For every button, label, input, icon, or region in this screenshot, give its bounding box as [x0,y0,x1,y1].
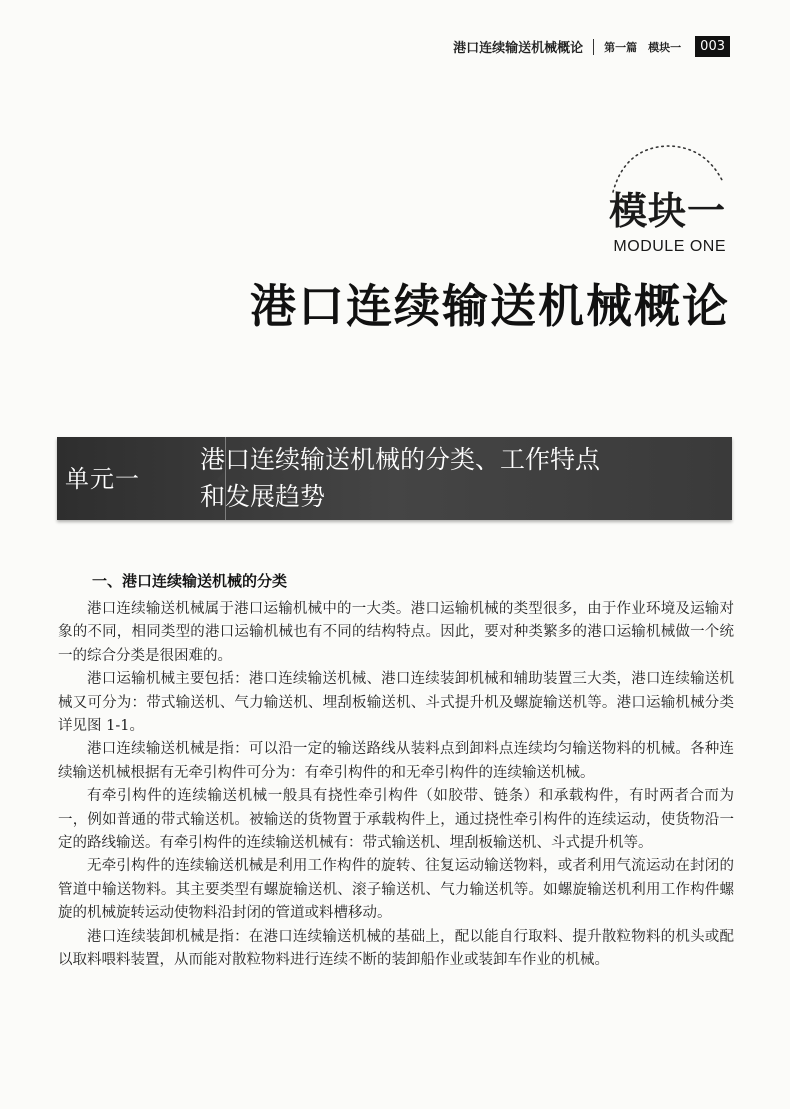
unit-title-line-1: 港口连续输送机械的分类、工作特点 [200,445,601,474]
paragraph: 有牵引构件的连续输送机械一般具有挠性牵引构件（如胶带、链条）和承载构件，有时两者合而为一，例如普通的带式输送机。被输送的货物置于承载构件上，通过挠性牵引构件的连续运动，使货物沿一定的路线输送。有牵引构件的连续输送机械有：带式输送机、埋刮板输送机、斗式提升机等。 [58,788,734,852]
paragraph: 港口运输机械主要包括：港口连续输送机械、港口连续装卸机械和辅助装置三大类，港口连续输送机械又可分为：带式输送机、气力输送机、埋刮板输送机、斗式提升机及螺旋输送机等。港口运输机械分类详见图 1-1。 [58,671,734,735]
paragraph: 港口连续输送机械属于港口运输机械中的一大类。港口运输机械的类型很多，由于作业环境及运输对象的不同，相同类型的港口运输机械也有不同的结构特点。因此，要对种类繁多的港口运输机械做一个统一的综合分类是很困难的。 [58,601,734,664]
unit-title [200,441,700,515]
page-number: 003 [695,36,730,57]
module-label [608,189,726,256]
unit-title-line-2: 和发展趋势 [200,482,326,511]
running-head-part: 第一篇 模块一 [604,40,682,54]
module-label-en: MODULE ONE [613,238,726,255]
unit-label: 单元一 [65,465,140,493]
module-title: 港口连续输送机械概论 [250,279,730,333]
paragraph: 无牵引构件的连续输送机械是利用工作构件的旋转、往复运动输送物料，或者利用气流运动在封闭的管道中输送物料。其主要类型有螺旋输送机、滚子输送机、气力输送机等。如螺旋输送机利用工作构件螺旋的机械旋转运动使物料沿封闭的管道或料槽移动。 [58,858,734,922]
running-head-title: 港口连续输送机械概论 [453,41,584,56]
section-body [58,598,734,973]
unit-banner [57,437,732,520]
running-head-divider [593,39,594,55]
module-label-zh: 模块一 [608,189,726,233]
running-head [453,36,730,57]
paragraph: 港口连续装卸机械是指：在港口连续输送机械的基础上，配以能自行取料、提升散粒物料的机头或配以取料喂料装置，从而能对散粒物料进行连续不断的装卸船作业或装卸车作业的机械。 [58,928,734,969]
section-heading: 一、港口连续输送机械的分类 [92,572,288,590]
paragraph: 港口连续输送机械是指：可以沿一定的输送路线从装料点到卸料点连续均匀输送物料的机械。各种连续输送机械根据有无牵引构件可分为：有牵引构件的和无牵引构件的连续输送机械。 [58,741,734,781]
